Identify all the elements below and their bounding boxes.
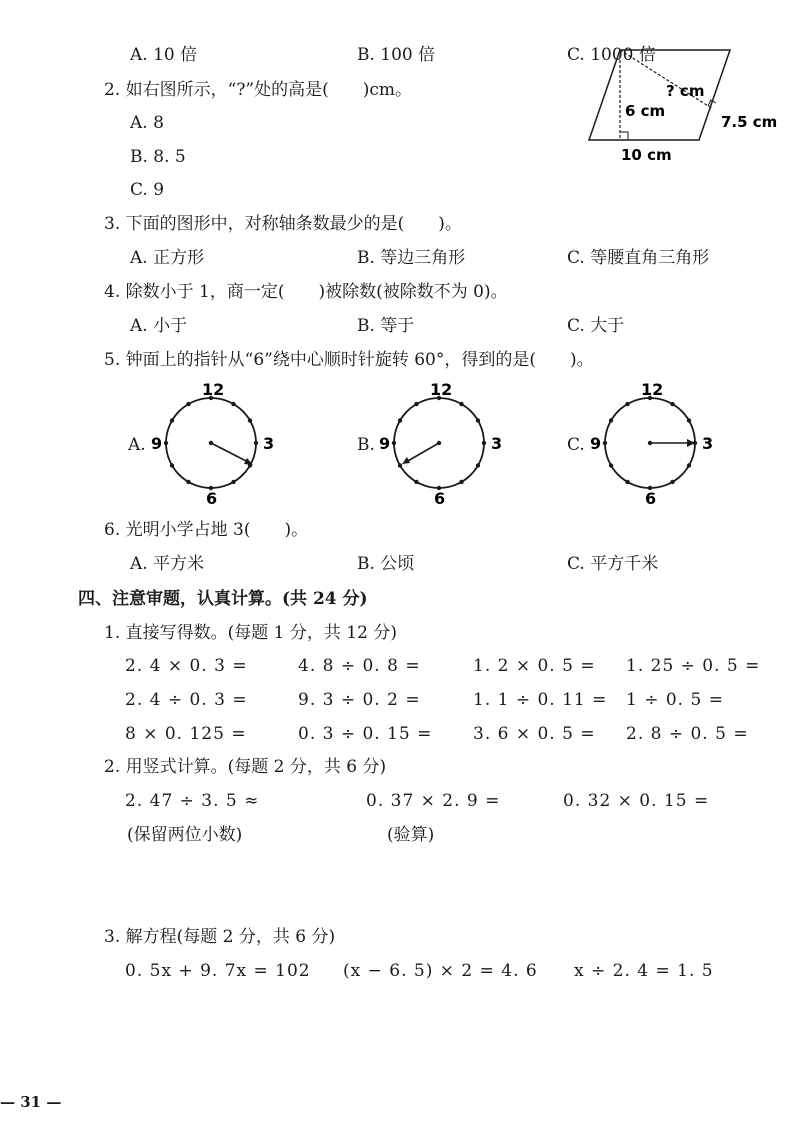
clock-c-label: C.	[567, 435, 585, 455]
figure-side-label: 7.5 cm	[721, 113, 778, 131]
q4-option-c: C. 大于	[567, 316, 625, 336]
clock-tick-dot	[476, 463, 480, 467]
oral-calc-r3c1: 8 × 0. 125 =	[125, 724, 247, 744]
q5-stem: 5. 钟面上的指针从“6”绕中心顺时针旋转 60°，得到的是( )。	[104, 350, 594, 370]
clock-c-hand-arrow	[687, 439, 695, 447]
vertical-calc-note-1: (保留两位小数)	[127, 825, 243, 845]
clock-b-number-12: 12	[430, 380, 453, 399]
s4q2-stem: 2. 用竖式计算。(每题 2 分，共 6 分)	[104, 757, 387, 777]
q2-option-b: B. 8. 5	[130, 147, 186, 167]
clock-tick-dot	[459, 480, 463, 484]
q3-stem: 3. 下面的图形中，对称轴条数最少的是( )。	[104, 214, 462, 234]
clock-tick-dot	[476, 418, 480, 422]
clock-a-hand	[211, 443, 250, 463]
q2-option-a: A. 8	[130, 113, 164, 133]
clock-c	[584, 375, 724, 510]
oral-calc-r2c4: 1 ÷ 0. 5 =	[626, 690, 724, 710]
clock-tick-dot	[609, 418, 613, 422]
oral-calc-r1c2: 4. 8 ÷ 0. 8 =	[298, 656, 421, 676]
q6-option-b: B. 公顷	[357, 554, 415, 574]
oral-calc-r1c1: 2. 4 × 0. 3 =	[125, 656, 248, 676]
clock-b	[373, 375, 513, 510]
clock-tick-dot	[398, 463, 402, 467]
clock-a-number-9: 9	[151, 434, 163, 453]
clock-b-number-6: 6	[434, 489, 446, 508]
clock-tick-dot	[603, 441, 607, 445]
q2-option-c: C. 9	[130, 180, 165, 200]
clock-tick-dot	[170, 463, 174, 467]
figure-base-label: 10 cm	[621, 146, 672, 164]
clock-tick-dot	[687, 418, 691, 422]
clock-c-number-3: 3	[702, 434, 714, 453]
equation-1: 0. 5x + 9. 7x = 102	[125, 961, 311, 981]
clock-tick-dot	[248, 418, 252, 422]
clock-tick-dot	[254, 441, 258, 445]
q6-stem: 6. 光明小学占地 3( )。	[104, 520, 309, 540]
q2-stem: 2. 如右图所示，“?”处的高是( )cm。	[104, 80, 413, 100]
q4-option-a: A. 小于	[130, 316, 188, 336]
clock-tick-dot	[670, 402, 674, 406]
equation-2: (x − 6. 5) × 2 = 4. 6	[343, 961, 538, 981]
oral-calc-r2c3: 1. 1 ÷ 0. 11 =	[473, 690, 608, 710]
parallelogram-shape	[589, 50, 730, 140]
clock-c-number-9: 9	[590, 434, 602, 453]
clock-tick-dot	[687, 463, 691, 467]
vertical-calc-3: 0. 32 × 0. 15 =	[563, 791, 710, 811]
vertical-calc-1: 2. 47 ÷ 3. 5 ≈	[125, 791, 260, 811]
q4-stem: 4. 除数小于 1，商一定( )被除数(被除数不为 0)。	[104, 282, 508, 302]
clock-tick-dot	[231, 402, 235, 406]
s4q3-stem: 3. 解方程(每题 2 分，共 6 分)	[104, 927, 336, 947]
right-angle-mark-bottom	[620, 132, 628, 140]
equation-3: x ÷ 2. 4 = 1. 5	[574, 961, 714, 981]
oral-calc-r3c3: 3. 6 × 0. 5 =	[473, 724, 596, 744]
parallelogram-figure	[580, 48, 785, 168]
clock-tick-dot	[625, 480, 629, 484]
clock-a	[145, 375, 285, 510]
oral-calc-r1c4: 1. 25 ÷ 0. 5 =	[626, 656, 761, 676]
height-to-side-line	[620, 50, 713, 109]
page-number: — 31 —	[0, 1093, 62, 1111]
q3-option-c: C. 等腰直角三角形	[567, 248, 710, 268]
clock-c-number-6: 6	[645, 489, 657, 508]
clock-tick-dot	[482, 441, 486, 445]
clock-tick-dot	[398, 418, 402, 422]
vertical-calc-note-2: (验算)	[387, 825, 435, 845]
clock-b-hand	[406, 443, 439, 462]
s4q1-stem: 1. 直接写得数。(每题 1 分，共 12 分)	[104, 623, 397, 643]
figure-height-label: 6 cm	[625, 102, 666, 120]
clock-tick-dot	[609, 463, 613, 467]
clock-tick-dot	[186, 480, 190, 484]
clock-a-number-6: 6	[206, 489, 218, 508]
q1-option-a: A. 10 倍	[130, 45, 198, 65]
q3-option-b: B. 等边三角形	[357, 248, 466, 268]
clock-c-number-12: 12	[641, 380, 664, 399]
clock-a-number-3: 3	[263, 434, 275, 453]
vertical-calc-2: 0. 37 × 2. 9 =	[366, 791, 501, 811]
q6-option-c: C. 平方千米	[567, 554, 659, 574]
clock-b-number-3: 3	[491, 434, 503, 453]
clock-tick-dot	[170, 418, 174, 422]
clock-tick-dot	[231, 480, 235, 484]
oral-calc-r1c3: 1. 2 × 0. 5 =	[473, 656, 596, 676]
clock-tick-dot	[625, 402, 629, 406]
clock-tick-dot	[414, 480, 418, 484]
clock-b-label: B.	[357, 435, 375, 455]
clock-tick-dot	[459, 402, 463, 406]
q6-option-a: A. 平方米	[130, 554, 205, 574]
section-4-title: 四、注意审题，认真计算。(共 24 分)	[78, 589, 368, 609]
oral-calc-r3c2: 0. 3 ÷ 0. 15 =	[298, 724, 433, 744]
figure-top-label: ? cm	[666, 82, 705, 100]
oral-calc-r3c4: 2. 8 ÷ 0. 5 =	[626, 724, 749, 744]
q1-option-c: C. 1000 倍	[567, 45, 656, 65]
clock-tick-dot	[670, 480, 674, 484]
clock-a-label: A.	[128, 435, 146, 455]
q1-option-b: B. 100 倍	[357, 45, 436, 65]
clock-tick-dot	[392, 441, 396, 445]
clock-tick-dot	[414, 402, 418, 406]
clock-tick-dot	[186, 402, 190, 406]
clock-a-number-12: 12	[202, 380, 225, 399]
clock-b-number-9: 9	[379, 434, 391, 453]
clock-tick-dot	[164, 441, 168, 445]
q4-option-b: B. 等于	[357, 316, 415, 336]
oral-calc-r2c2: 9. 3 ÷ 0. 2 =	[298, 690, 421, 710]
q3-option-a: A. 正方形	[130, 248, 205, 268]
oral-calc-r2c1: 2. 4 ÷ 0. 3 =	[125, 690, 248, 710]
